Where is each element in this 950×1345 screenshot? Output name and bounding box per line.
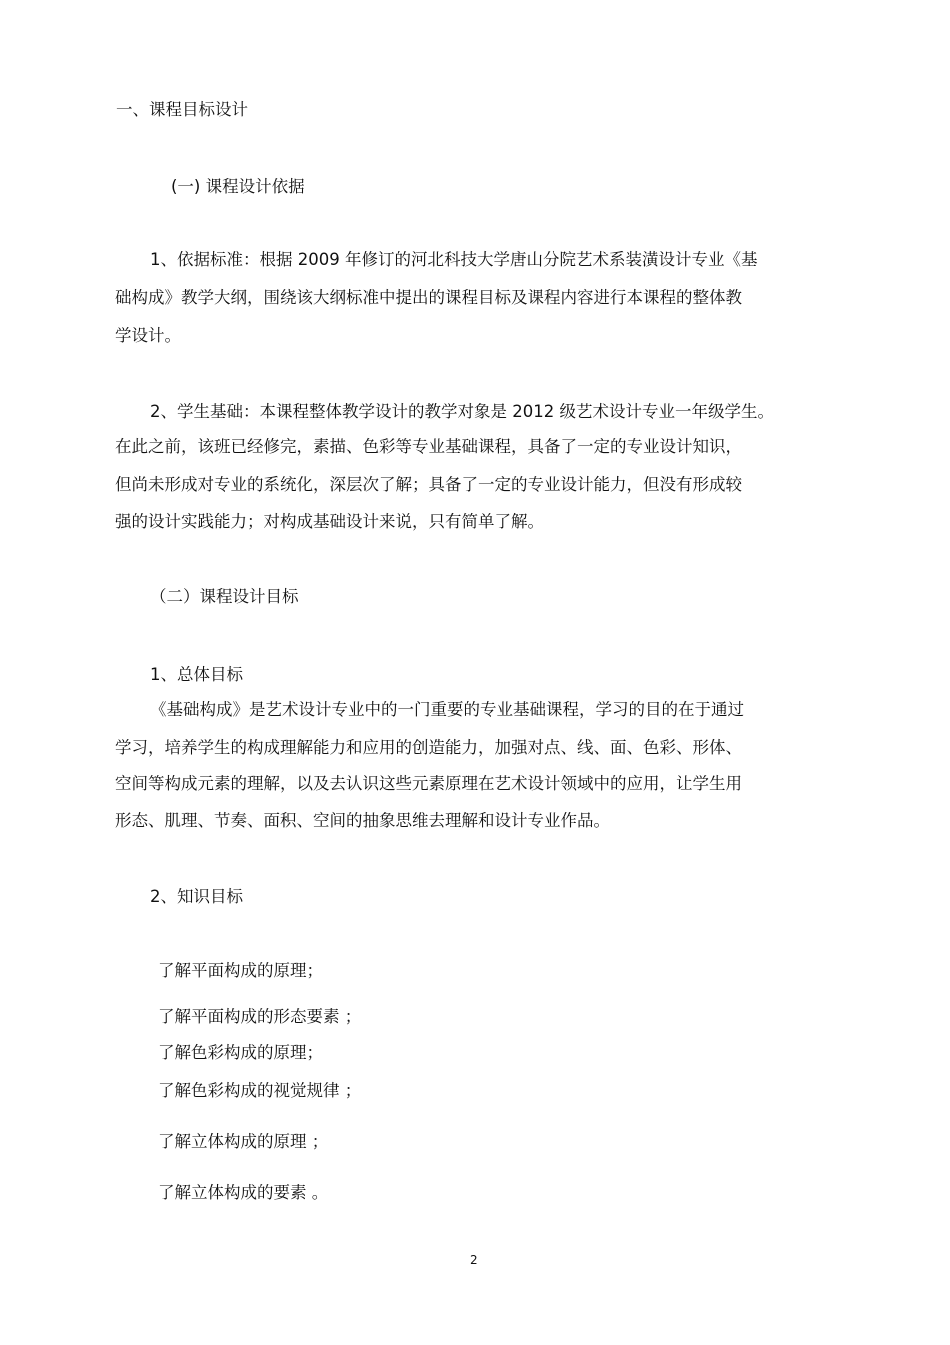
list-item: 了解立体构成的要素 。 [158,1183,329,1202]
paragraph-line: 形态、肌理、节奏、面积、空间的抽象思维去理解和设计专业作品。 [115,811,610,830]
paragraph-line: 1、依据标准：根据 2009 年修订的河北科技大学唐山分院艺术系装潢设计专业《基 [150,250,758,269]
list-item: 了解立体构成的原理 ； [158,1132,329,1151]
paragraph-line: 但尚未形成对专业的系统化，深层次了解；具备了一定的专业设计能力，但没有形成较 [115,475,742,494]
subsection-title: (一) 课程设计依据 [171,177,305,196]
list-item: 了解平面构成的形态要素 ； [158,1007,362,1026]
heading-knowledge-goal: 2、知识目标 [150,887,243,906]
paragraph-line: 空间等构成元素的理解，以及去认识这些元素原理在艺术设计领域中的应用，让学生用 [115,774,742,793]
paragraph-line: 在此之前，该班已经修完，素描、色彩等专业基础课程，具备了一定的专业设计知识， [115,437,742,456]
paragraph-line: 学习，培养学生的构成理解能力和应用的创造能力，加强对点、线、面、色彩、形体、 [115,738,742,757]
list-item: 了解色彩构成的视觉规律 ； [158,1081,362,1100]
paragraph-line: 强的设计实践能力；对构成基础设计来说，只有简单了解。 [115,512,544,531]
paragraph-line: 础构成》教学大纲，围绕该大纲标准中提出的课程目标及课程内容进行本课程的整体教 [115,288,742,307]
paragraph-line: 2、学生基础：本课程整体教学设计的教学对象是 2012 级艺术设计专业一年级学生。 [150,402,774,421]
list-item: 了解平面构成的原理； [158,961,323,980]
paragraph-line: 学设计。 [115,326,181,345]
list-item: 了解色彩构成的原理； [158,1043,323,1062]
paragraph-line: 《基础构成》是艺术设计专业中的一门重要的专业基础课程，学习的目的在于通过 [150,700,744,719]
heading-overall-goal: 1、总体目标 [150,665,243,684]
subsection-title: （二）课程设计目标 [150,587,299,606]
page-number: 2 [470,1253,478,1267]
section-title: 一、课程目标设计 [116,100,248,119]
